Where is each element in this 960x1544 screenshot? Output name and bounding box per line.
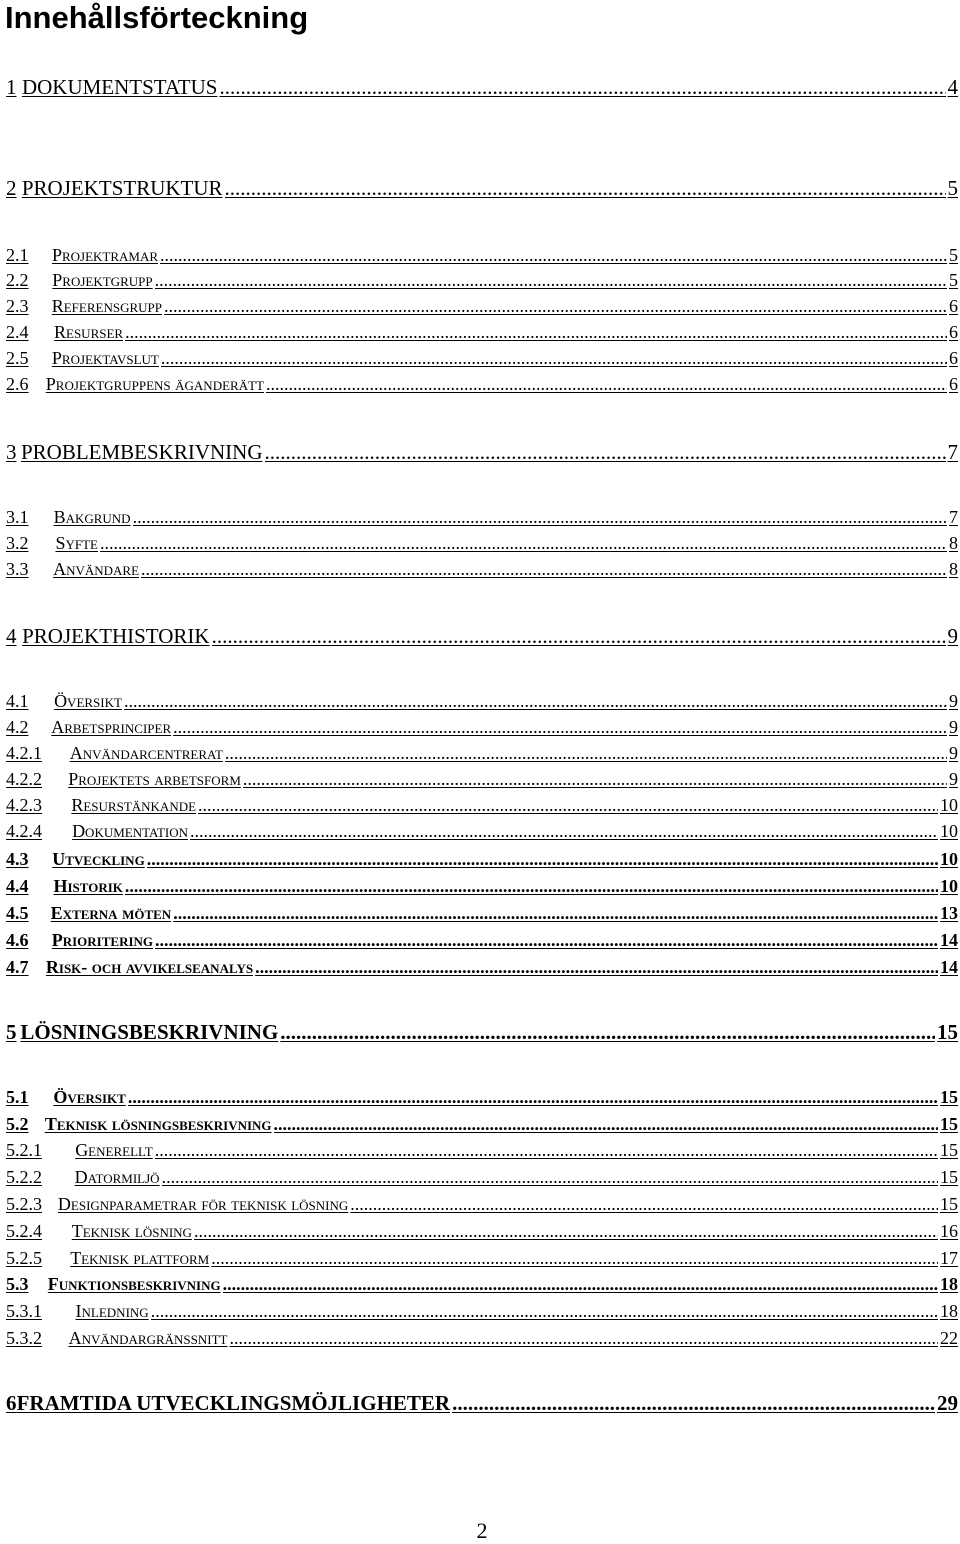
toc-entry-page: 8 [949, 533, 958, 553]
toc-entry[interactable] [6, 1391, 958, 1417]
toc-entry-title: Inledning [75, 1301, 149, 1321]
toc-dot-leader [162, 1167, 938, 1188]
toc-entry[interactable] [6, 296, 958, 318]
toc-entry-number: 5.3 [6, 1274, 29, 1294]
toc-entry-page: 15 [940, 1114, 958, 1134]
toc-entry-title: Teknisk plattform [70, 1248, 210, 1268]
toc-dot-leader [255, 957, 938, 978]
toc-entry[interactable] [6, 440, 958, 466]
toc-dot-leader [198, 795, 938, 816]
toc-entry-page: 16 [940, 1221, 958, 1241]
toc-entry-title: LÖSNINGSBESKRIVNING [20, 1020, 279, 1044]
toc-dot-leader [125, 322, 947, 343]
toc-entry[interactable] [6, 348, 958, 370]
toc-entry-title: Designparametrar för teknisk lösning [57, 1194, 349, 1214]
toc-entry[interactable] [6, 1328, 958, 1350]
toc-dot-leader [190, 821, 938, 842]
toc-dot-leader [151, 1301, 938, 1322]
toc-entry-title: Användargränssnitt [68, 1328, 228, 1348]
toc-entry[interactable] [6, 930, 958, 952]
toc-dot-leader [128, 1087, 938, 1108]
toc-dot-leader [141, 559, 947, 580]
toc-entry-page: 6 [949, 322, 958, 342]
toc-entry-page: 18 [940, 1301, 958, 1321]
toc-entry-page: 9 [949, 691, 958, 711]
toc-entry-page: 15 [940, 1087, 958, 1107]
toc-dot-leader [173, 903, 938, 924]
toc-dot-leader [212, 624, 946, 649]
toc-dot-leader [211, 1248, 938, 1269]
toc-entry-title: Externa möten [50, 903, 172, 923]
toc-entry-page: 15 [940, 1167, 958, 1187]
toc-entry-number: 4.1 [6, 691, 29, 711]
toc-dot-leader [173, 717, 947, 738]
toc-entry-title: Projektets arbetsform [68, 769, 241, 789]
toc-entry-number: 5.3.2 [6, 1328, 42, 1348]
toc-entry-number: 5.2.1 [6, 1140, 42, 1160]
toc-entry-page: 14 [940, 930, 958, 950]
toc-dot-leader [280, 1020, 935, 1045]
toc-dot-leader [229, 1328, 938, 1349]
toc-entry[interactable] [6, 1194, 958, 1216]
toc-entry[interactable] [6, 270, 958, 292]
toc-dot-leader [155, 1140, 938, 1161]
toc-entry-title: Prioritering [51, 930, 154, 950]
toc-dot-leader [164, 296, 947, 317]
toc-entry-number: 5.2.2 [6, 1167, 42, 1187]
toc-entry-number: 3.2 [6, 533, 29, 553]
toc-entry-page: 13 [940, 903, 958, 923]
toc-dot-leader [274, 1114, 938, 1135]
toc-entry-number: 4.2.4 [6, 821, 42, 841]
toc-entry-title: Resurstänkande [71, 795, 197, 815]
toc-dot-leader [161, 348, 947, 369]
toc-entry-number: 4.5 [6, 903, 29, 923]
toc-entry-page: 6 [949, 348, 958, 368]
toc-dot-leader [147, 849, 938, 870]
toc-entry-title: Översikt [53, 1087, 126, 1107]
toc-entry-page: 10 [940, 849, 958, 869]
toc-entry-page: 10 [940, 876, 958, 896]
toc-entry-title: Generellt [75, 1140, 153, 1160]
toc-entry[interactable] [6, 624, 958, 650]
toc-entry-number: 2.2 [6, 270, 29, 290]
toc-entry-page: 10 [940, 795, 958, 815]
toc-entry-title: Referensgrupp [51, 296, 162, 316]
toc-entry-title: Projektgrupp [52, 270, 153, 290]
toc-entry-number: 6 [6, 1391, 17, 1415]
toc-entry-number: 5.2.3 [6, 1194, 42, 1214]
toc-entry-title: Teknisk lösning [71, 1221, 192, 1241]
toc-entry-page: 6 [949, 296, 958, 316]
toc-entry-title: Syfte [55, 533, 98, 553]
toc-entry[interactable] [6, 957, 958, 979]
toc-dot-leader [225, 176, 946, 201]
toc-entry[interactable] [6, 507, 958, 529]
toc-entry-title: Användare [53, 559, 140, 579]
toc-entry-number: 4.3 [6, 849, 29, 869]
toc-entry-number: 4.6 [6, 930, 29, 950]
toc-entry[interactable] [6, 1020, 958, 1046]
toc-entry-number: 5.1 [6, 1087, 29, 1107]
toc-entry[interactable] [6, 849, 958, 871]
toc-entry[interactable] [6, 743, 958, 765]
toc-entry-number: 4.2.1 [6, 743, 42, 763]
toc-entry-page: 15 [937, 1020, 958, 1044]
toc-entry-number: 3 [6, 440, 17, 464]
toc-entry-number: 5.2 [6, 1114, 29, 1134]
toc-entry[interactable] [6, 1301, 958, 1323]
toc-entry-number: 3.3 [6, 559, 29, 579]
toc-entry-page: 10 [940, 821, 958, 841]
toc-entry-title: Projektavslut [51, 348, 159, 368]
toc-entry-number: 2.6 [6, 374, 29, 394]
toc-entry[interactable] [6, 322, 958, 344]
toc-entry[interactable] [6, 245, 958, 267]
toc-entry[interactable] [6, 717, 958, 739]
toc-entry[interactable] [6, 1248, 958, 1270]
toc-entry-title: Resurser [54, 322, 124, 342]
toc-dot-leader [160, 245, 947, 266]
toc-entry[interactable] [6, 769, 958, 791]
toc-entry-number: 5.3.1 [6, 1301, 42, 1321]
toc-entry-page: 9 [949, 717, 958, 737]
toc-entry-title: PROBLEMBESKRIVNING [20, 440, 263, 464]
toc-entry-page: 15 [940, 1194, 958, 1214]
toc-entry-number: 2.4 [6, 322, 29, 342]
toc-entry-title: Dokumentation [72, 821, 189, 841]
toc-entry-page: 15 [940, 1140, 958, 1160]
toc-entry-title: PROJEKTHISTORIK [22, 624, 210, 648]
toc-entry[interactable] [6, 795, 958, 817]
toc-entry-title: Bakgrund [53, 507, 131, 527]
toc-entry[interactable] [6, 176, 958, 202]
toc-entry-title: FRAMTIDA UTVECKLINGSMÖJLIGHETER [16, 1391, 451, 1415]
toc-dot-leader [350, 1194, 938, 1215]
page-number: 2 [476, 1518, 488, 1543]
toc-entry-title: Projektramar [51, 245, 159, 265]
toc-dot-leader [223, 1274, 938, 1295]
toc-entry-title: Funktionsbeskrivning [47, 1274, 221, 1294]
toc-entry-page: 17 [940, 1248, 958, 1268]
toc-entry-page: 5 [949, 245, 958, 265]
toc-dot-leader [125, 876, 938, 897]
toc-entry-page: 18 [940, 1274, 958, 1294]
toc-dot-leader [265, 440, 946, 465]
toc-entry[interactable] [6, 1274, 958, 1296]
toc-entry-page: 6 [949, 374, 958, 394]
toc-entry-page: 9 [949, 769, 958, 789]
toc-dot-leader [155, 930, 938, 951]
toc-dot-leader [133, 507, 947, 528]
toc-entry[interactable] [6, 903, 958, 925]
toc-entry[interactable] [6, 559, 958, 581]
toc-dot-leader [100, 533, 947, 554]
toc-entry-number: 1 [6, 75, 17, 99]
toc-dot-leader [194, 1221, 938, 1242]
toc-entry-number: 4.2 [6, 717, 29, 737]
toc-dot-leader [243, 769, 947, 790]
toc-entry-page: 5 [947, 176, 958, 200]
toc-entry-number: 4 [6, 624, 17, 648]
toc-entry-number: 5.2.5 [6, 1248, 42, 1268]
toc-entry-number: 2 [6, 176, 17, 200]
toc-entry-number: 2.3 [6, 296, 29, 316]
toc-dot-leader [155, 270, 947, 291]
toc-entry-number: 3.1 [6, 507, 29, 527]
toc-entry-number: 2.5 [6, 348, 29, 368]
toc-dot-leader [266, 374, 947, 395]
toc-entry-title: Arbetsprinciper [51, 717, 172, 737]
toc-entry[interactable] [6, 691, 958, 713]
toc-entry[interactable] [6, 374, 958, 396]
toc-dot-leader [225, 743, 947, 764]
toc-entry-title: Historik [53, 876, 123, 896]
toc-entry-number: 4.7 [6, 957, 29, 977]
toc-entry[interactable] [6, 1114, 958, 1136]
toc-entry-number: 4.2.3 [6, 795, 42, 815]
toc-entry-number: 5.2.4 [6, 1221, 42, 1241]
toc-entry-number: 4.2.2 [6, 769, 42, 789]
toc-entry-title: PROJEKTSTRUKTUR [21, 176, 223, 200]
toc-entry-number: 4.4 [6, 876, 29, 896]
toc-heading: Innehållsförteckning [5, 0, 309, 35]
toc-entry-page: 7 [947, 440, 958, 464]
toc-dot-leader [452, 1391, 935, 1416]
toc-entry-page: 9 [947, 624, 958, 648]
toc-entry-title: Utveckling [52, 849, 145, 869]
toc-dot-leader [219, 75, 945, 100]
toc-entry[interactable] [6, 1140, 958, 1162]
toc-entry-number: 5 [6, 1020, 17, 1044]
toc-entry-page: 4 [947, 75, 958, 99]
toc-entry[interactable] [6, 75, 958, 101]
toc-entry[interactable] [6, 1087, 958, 1109]
toc-entry-number: 2.1 [6, 245, 29, 265]
toc-entry-title: Översikt [54, 691, 122, 711]
toc-dot-leader [124, 691, 947, 712]
toc-entry-title: DOKUMENTSTATUS [21, 75, 218, 99]
toc-entry[interactable] [6, 876, 958, 898]
toc-entry-page: 29 [937, 1391, 958, 1415]
toc-entry-title: Datormiljö [74, 1167, 160, 1187]
toc-entry-page: 5 [949, 270, 958, 290]
toc-entry-page: 7 [949, 507, 958, 527]
toc-entry-title: Användarcentrerat [69, 743, 223, 763]
toc-entry-page: 9 [949, 743, 958, 763]
toc-entry[interactable] [6, 821, 958, 843]
toc-entry-page: 8 [949, 559, 958, 579]
toc-entry-page: 14 [940, 957, 958, 977]
toc-entry-title: Teknisk lösningsbeskrivning [44, 1114, 272, 1134]
toc-entry[interactable] [6, 533, 958, 555]
toc-entry-title: Risk- och avvikelseanalys [45, 957, 254, 977]
toc-entry-title: Projektgruppens äganderätt [45, 374, 264, 394]
toc-entry[interactable] [6, 1221, 958, 1243]
toc-entry-page: 22 [940, 1328, 958, 1348]
toc-entry[interactable] [6, 1167, 958, 1189]
